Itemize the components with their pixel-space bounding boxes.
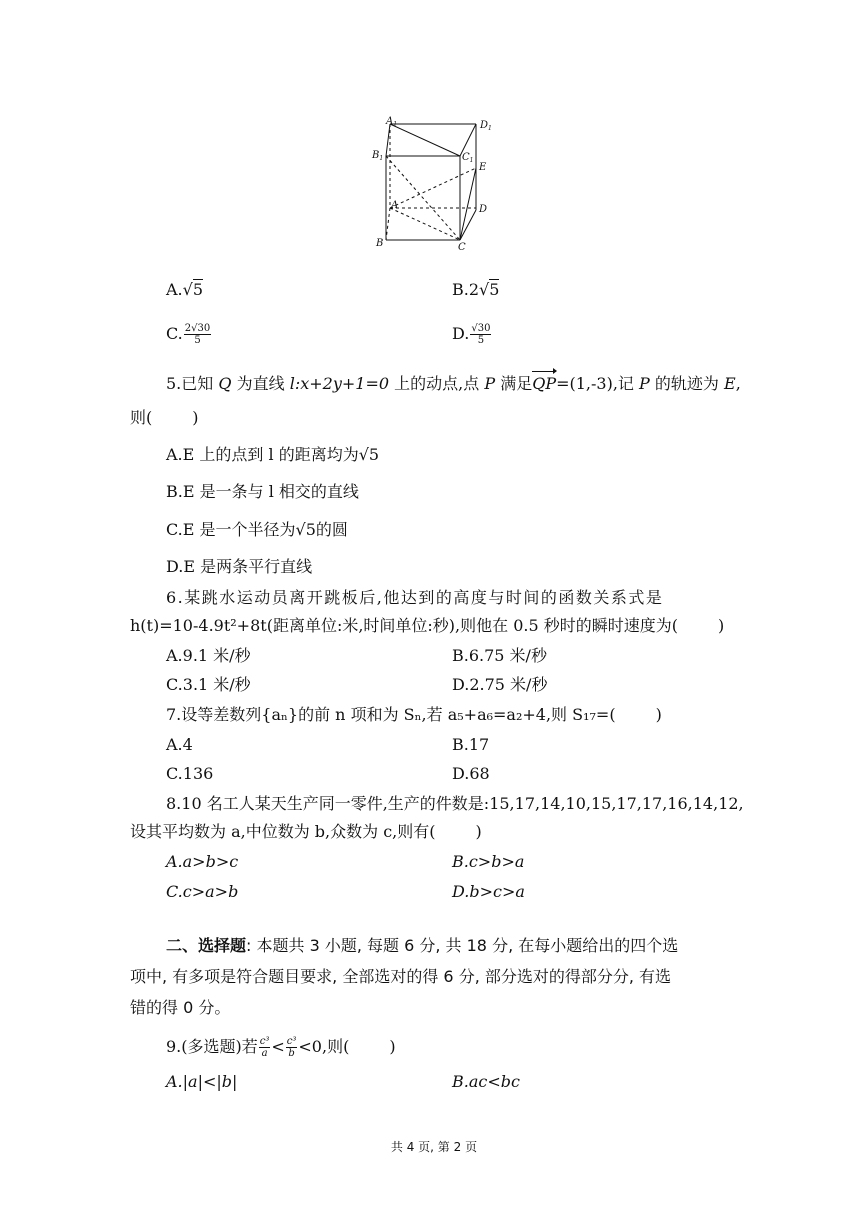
q6-option-b: B.6.75 米/秒 — [452, 646, 547, 665]
section2-line1: 二、选择题: 本题共 3 小题, 每题 6 分, 共 18 分, 在每小题给出的四个选 — [166, 936, 679, 955]
page-footer: 共 4 页, 第 2 页 — [390, 1140, 478, 1154]
label-A: A — [391, 200, 399, 211]
q7-option-b: B.17 — [452, 735, 490, 754]
q4-option-d: D. $\frac{√30}{5}$ — [452, 323, 491, 346]
q8-option-d: D.b>c>a — [452, 882, 525, 901]
label-E: E — [479, 162, 487, 173]
q5-stem-line1: 5.已知 Q 为直线 l:x+2y+1=0 上的动点,点 P 满足QP=(1,-3),记 P 的轨迹为 E, — [166, 372, 741, 396]
q4-option-c: C. $\frac{2√30}{5}$ — [166, 323, 211, 346]
q4-option-b: B.2√5 — [452, 280, 500, 299]
label-B: B — [376, 238, 384, 249]
q8-option-b: B.c>b>a — [452, 852, 525, 871]
q9-option-a: A.|a|<|b| — [166, 1072, 238, 1091]
q5-option-a: A.E 上的点到 l 的距离均为√5 — [166, 445, 380, 464]
label-D1: $D_1$ — [480, 120, 492, 132]
q6-option-d: D.2.75 米/秒 — [452, 675, 548, 694]
label-C1: $C_1$ — [462, 152, 474, 164]
q7-option-d: D.68 — [452, 764, 490, 783]
label-A1: $A_1$ — [386, 116, 398, 128]
q5-stem-line2: 则( ) — [130, 408, 199, 427]
q5-option-b: B.E 是一条与 l 相交的直线 — [166, 482, 359, 501]
section2-line2: 项中, 有多项是符合题目要求, 全部选对的得 6 分, 部分选对的得部分分, 有选 — [130, 967, 672, 986]
label-D: D — [479, 204, 488, 215]
label-B1: $B_1$ — [372, 150, 384, 162]
prism-figure — [368, 112, 504, 252]
q8-stem-line1: 8.10 名工人某天生产同一零件,生产的件数是:15,17,14,10,15,17,17,16,14,12, — [166, 794, 744, 813]
q6-stem-line1: 6.某跳水运动员离开跳板后,他达到的高度与时间的函数关系式是 — [166, 588, 664, 607]
q7-option-a: A.4 — [166, 735, 193, 754]
q4-option-a: A.√5 — [166, 280, 204, 299]
section2-line3: 错的得 0 分。 — [130, 998, 231, 1017]
q6-option-c: C.3.1 米/秒 — [166, 675, 251, 694]
q6-option-a: A.9.1 米/秒 — [166, 646, 251, 665]
label-C: C — [458, 242, 466, 252]
q8-option-a: A.a>b>c — [166, 852, 239, 871]
q8-stem-line2: 设其平均数为 a,中位数为 b,众数为 c,则有( ) — [130, 822, 482, 841]
q9-option-b: B.ac<bc — [452, 1072, 520, 1091]
q6-stem-line2: h(t)=10-4.9t²+8t(距离单位:米,时间单位:秒),则他在 0.5 秒时的瞬时速度为( ) — [130, 616, 725, 635]
q5-option-d: D.E 是两条平行直线 — [166, 557, 313, 576]
q7-option-c: C.136 — [166, 764, 214, 783]
q9-stem: 9.(多选题)若 $\frac{\text{c³}}{a}$ < $\frac{\text{c³}}{b}$ <0,则( ) — [166, 1036, 396, 1059]
q5-option-c: C.E 是一个半径为√5的圆 — [166, 520, 348, 539]
q7-stem: 7.设等差数列{aₙ}的前 n 项和为 Sₙ,若 a₅+a₆=a₂+4,则 S₁₇=( ) — [166, 705, 662, 724]
q8-option-c: C.c>a>b — [166, 882, 239, 901]
